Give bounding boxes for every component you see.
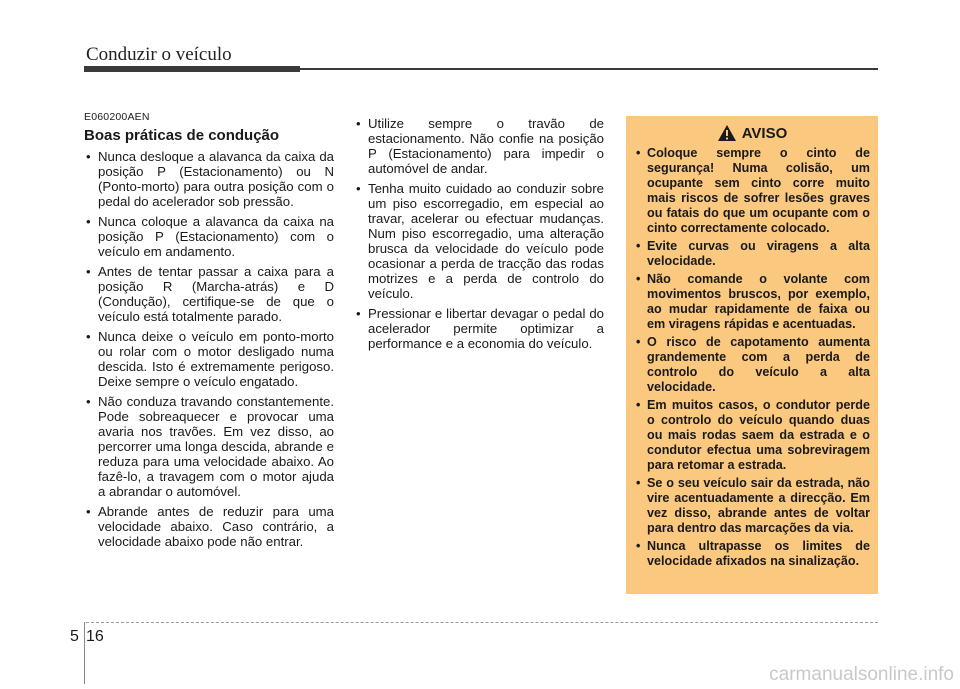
column-left (84, 110, 334, 554)
warning-item: • Evite curvas ou viragens a alta velocidade. (634, 239, 870, 269)
driving-tips-list (84, 149, 334, 549)
list-item: • Não conduza travando constantemente. Pode sobreaquecer e provocar uma avaria nos travões. Em vez disso, ao percorrer uma longa descida, abrande e reduza para uma velocidade abaixo. Ao fazê-lo, a travagem com o motor ajuda a abrandar o automóvel. (84, 394, 334, 499)
footer-rule (86, 622, 878, 623)
column-middle (354, 116, 604, 356)
list-item: • Pressionar e libertar devagar o pedal do acelerador permite optimizar a performance e a economia do veículo. (354, 306, 604, 351)
warning-list (634, 146, 870, 569)
warning-item: • Coloque sempre o cinto de segurança! Numa colisão, um ocupante sem cinto corre muito mais riscos de sofrer lesões graves ou fatais do que um ocupante com o cinto correctamente colocado. (634, 146, 870, 236)
list-item: • Nunca deixe o veículo em ponto-morto ou rolar com o motor desligado numa descida. Isto é extremamente perigoso. Deixe sempre o veículo engatado. (84, 329, 334, 389)
warning-triangle-icon (717, 124, 737, 142)
warning-item: • Se o seu veículo sair da estrada, não vire acentuadamente a direcção. Em vez disso, abrande antes de voltar para dentro das marcações da via. (634, 476, 870, 536)
section-title: Boas práticas de condução (84, 127, 280, 144)
warning-item: • Em muitos casos, o condutor perde o controlo do veículo quando duas ou mais rodas saem da estrada e o condutor efectua uma sobreviragem para retomar a estrada. (634, 398, 870, 473)
driving-tips-list-continued (354, 116, 604, 351)
warning-header (634, 124, 870, 142)
footer-divider (84, 622, 85, 684)
page-number: 16 (86, 628, 104, 645)
warning-item: • Não comande o volante com movimentos bruscos, por exemplo, ao mudar rapidamente de faixa ou em viragens rápidas e acentuadas. (634, 272, 870, 332)
warning-item: • O risco de capotamento aumenta grandemente com a perda de controlo do veículo a alta velocidade. (634, 335, 870, 395)
warning-box (626, 116, 878, 594)
warning-title: AVISO (741, 124, 788, 142)
watermark: carmanualsonline.info (769, 664, 954, 685)
page-header-title: Conduzir o veículo (86, 44, 232, 65)
warning-item: • Nunca ultrapasse os limites de velocidade afixados na sinalização. (634, 539, 870, 569)
section-code: E060200AEN (84, 111, 150, 123)
list-item: • Nunca coloque a alavanca da caixa na posição P (Estacionamento) com o veículo em andamento. (84, 214, 334, 259)
list-item: • Nunca desloque a alavanca da caixa da posição P (Estacionamento) ou N (Ponto-morto) para outra posição com o pedal do acelerador sob pressão. (84, 149, 334, 209)
list-item: • Abrande antes de reduzir para uma velocidade abaixo. Caso contrário, a velocidade abaixo pode não entrar. (84, 504, 334, 549)
list-item: • Tenha muito cuidado ao conduzir sobre um piso escorregadio, em especial ao travar, acelerar ou efectuar mudanças. Num piso escorregadio, uma alteração brusca da velocidade do veículo pode ocasionar a perda de tracção das rodas motrizes e a perda de controlo do veículo. (354, 181, 604, 301)
header-bar (84, 66, 300, 72)
list-item: • Utilize sempre o travão de estacionamento. Não confie na posição P (Estacionamento) para impedir o automóvel de andar. (354, 116, 604, 176)
header-rule (300, 68, 878, 70)
list-item: • Antes de tentar passar a caixa para a posição R (Marcha-atrás) e D (Condução), certifique-se de que o veículo está totalmente parado. (84, 264, 334, 324)
chapter-number: 5 (70, 628, 79, 645)
